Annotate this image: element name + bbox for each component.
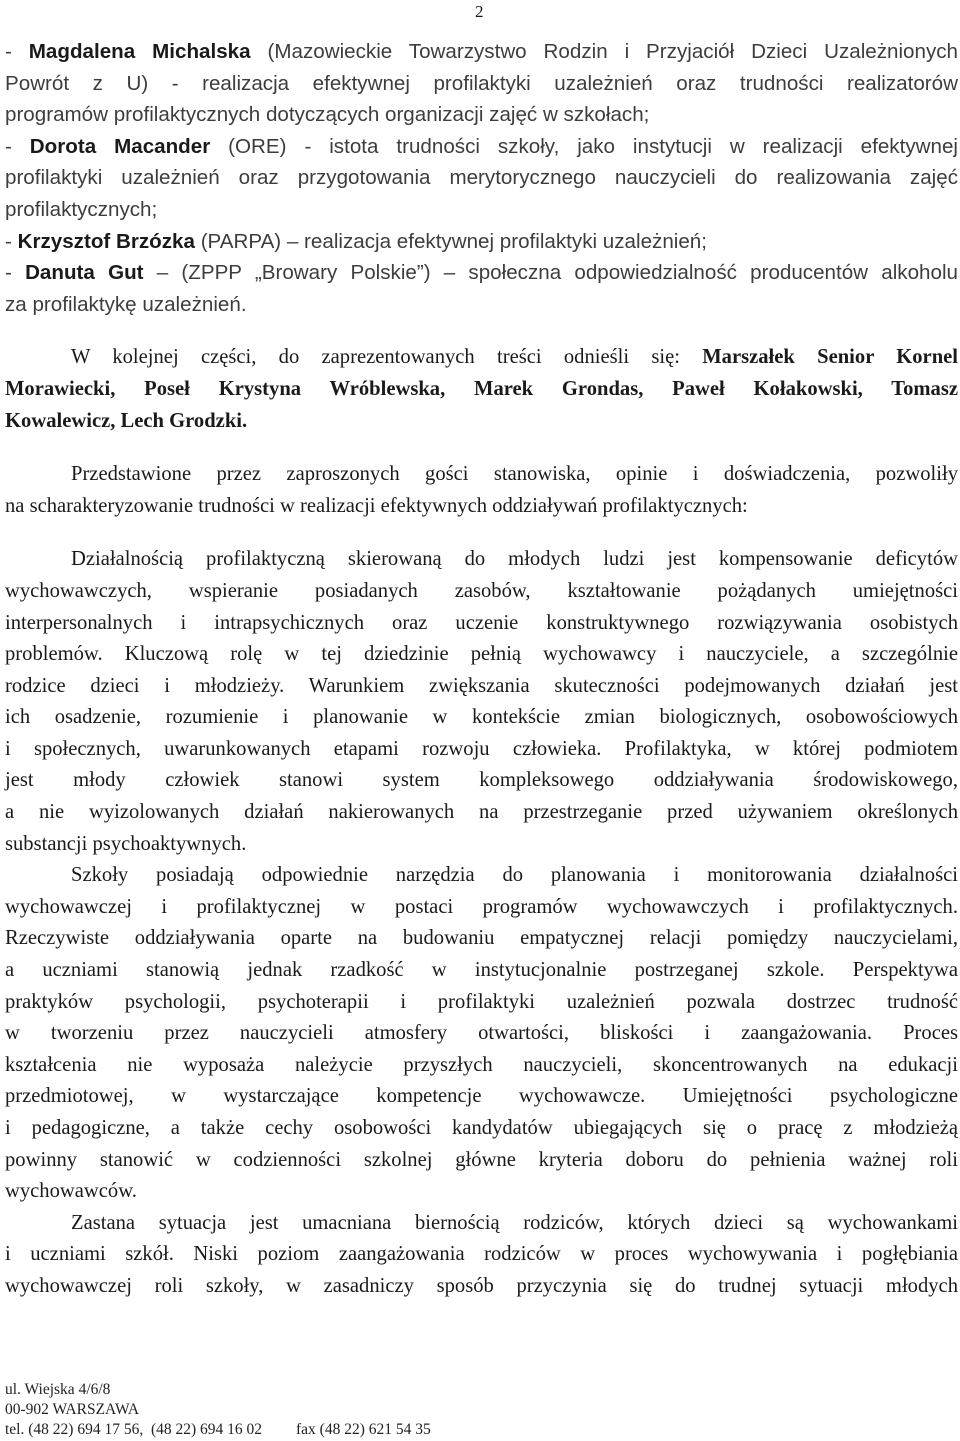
paragraph-line: kształcenia nie wyposaża należycie przyszłych nauczycieli, skoncentrowanych na edukacji xyxy=(5,1053,958,1076)
paragraph-line: wychowawczych, wspieranie posiadanych zasobów, kształtowanie pożądanych umiejętności xyxy=(5,579,958,602)
paragraph-line: praktyków psychologii, psychoterapii i profilaktyki uzależnień pozwala dostrzec trudność xyxy=(5,990,958,1013)
paragraph-line: Działalnością profilaktyczną skierowaną do młodych ludzi jest kompensowanie deficytów xyxy=(71,548,958,571)
paragraph-line: Rzeczywiste oddziaływania oparte na budowaniu empatycznej relacji pomiędzy nauczycielami, xyxy=(5,927,958,950)
speaker-name: Magdalena Michalska xyxy=(28,40,251,63)
participant-names: Morawiecki, Poseł Krystyna Wróblewska, Marek Grondas, Paweł Kołakowski, Tomasz xyxy=(5,377,958,400)
body-paragraph-3 xyxy=(5,1208,958,1303)
paragraph-line: Szkoły posiadają odpowiednie narzędzia do planowania i monitorowania działalności xyxy=(71,864,958,887)
paragraph-line: jest młody człowiek stanowi system kompleksowego oddziaływania środowiskowego, xyxy=(5,769,958,792)
paragraph-line: a nie wyizolowanych działań nakierowanych na przestrzeganie przed używaniem określonych xyxy=(5,801,958,824)
paragraph-line: w tworzeniu przez nauczycieli atmosfery otwartości, bliskości i zaangażowania. Proces xyxy=(5,1022,958,1045)
paragraph-line: substancji psychoaktywnych. xyxy=(5,832,247,855)
paragraph-line: powinny stanowić w codzienności szkolnej główne kryteria doboru do pełnienia ważnej roli xyxy=(5,1148,958,1171)
speaker-line: profilaktyki uzależnień oraz przygotowania merytorycznego nauczycieli do realizowania zajęć xyxy=(5,166,958,190)
footer-contact xyxy=(5,1420,431,1440)
speaker-line: - Magdalena Michalska (Mazowieckie Towarzystwo Rodzin i Przyjaciół Dzieci Uzależnionych xyxy=(5,40,958,63)
body-paragraph-1 xyxy=(5,544,958,860)
paragraph-line: rodzice dzieci i młodzieży. Warunkiem zwiększania skuteczności podejmowanych działań jest xyxy=(5,674,958,697)
speaker-line: - Danuta Gut – (ZPPP „Browary Polskie”) – społeczna odpowiedzialność producentów alkoholu xyxy=(5,261,958,285)
speaker-line: programów profilaktycznych dotyczących organizacji zajęć w szkołach; xyxy=(5,103,650,127)
paragraph-line: wychowawczej roli szkoły, w zasadniczy sposób przyczynia się do trudnej sytuacji młodych xyxy=(5,1274,958,1297)
paragraph-line: wychowawczej i profilaktycznej w postaci programów wychowawczych i profilaktycznych. xyxy=(5,895,958,918)
paragraph-line: ich osadzenie, rozumienie i planowanie w kontekście zmian biologicznych, osobowościowych xyxy=(5,706,958,729)
paragraph-spacer xyxy=(5,320,958,342)
page-number: 2 xyxy=(475,2,484,21)
paragraph-line: interpersonalnych i intrapsychicznych oraz uczenie konstruktywnego rozwiązywania osobistych xyxy=(5,611,958,634)
speaker-list xyxy=(5,36,958,320)
paragraph-line: Przedstawione przez zaproszonych gości stanowiska, opinie i doświadczenia, pozwoliły xyxy=(71,463,958,486)
paragraph-line: W kolejnej części, do zaprezentowanych treści odnieśli się: Marszałek Senior Kornel xyxy=(71,346,959,369)
paragraph-line: a uczniami stanowią jednak rzadkość w instytucjonalnie postrzeganej szkole. Perspektywa xyxy=(5,959,958,982)
speaker-name: Danuta Gut xyxy=(25,261,144,285)
participant-names: Marszałek Senior Kornel xyxy=(702,346,959,369)
footer-address xyxy=(5,1380,431,1440)
participant-names: Kowalewicz, Lech Grodzki. xyxy=(5,409,248,432)
speaker-line: za profilaktykę uzależnień. xyxy=(5,292,247,316)
paragraph-line: przedmiotowej, w wystarczające kompetencje wychowawcze. Umiejętności psychologiczne xyxy=(5,1085,958,1108)
participants-paragraph xyxy=(5,342,958,437)
paragraph-line: na scharakteryzowanie trudności w realizacji efektywnych oddziaływań profilaktycznych: xyxy=(5,494,748,517)
paragraph-line: wychowawców. xyxy=(5,1180,137,1203)
intro-paragraph xyxy=(5,459,958,522)
speaker-line: profilaktycznych; xyxy=(5,197,158,221)
speaker-name: Dorota Macander xyxy=(29,134,211,158)
paragraph-line xyxy=(5,374,958,406)
paragraph-line: i pedagogiczne, a także cechy osobowości kandydatów ubiegających się o pracę z młodzieżą xyxy=(5,1117,958,1139)
paragraph-line: i społecznych, uwarunkowanych etapami rozwoju człowieka. Profilaktyka, w której podmiotem xyxy=(5,737,958,760)
speaker-line: - Krzysztof Brzózka (PARPA) – realizacja efektywnej profilaktyki uzależnień; xyxy=(5,229,707,253)
paragraph-spacer xyxy=(5,522,958,544)
speaker-line: - Dorota Macander (ORE) - istota trudności szkoły, jako instytucji w realizacji efektywnej xyxy=(5,134,958,158)
paragraph-line xyxy=(5,406,958,438)
paragraph-line: problemów. Kluczową rolę w tej dziedzinie pełnią wychowawcy i nauczyciele, a szczególnie xyxy=(5,643,958,666)
paragraph-line: Zastana sytuacja jest umacniana biernością rodziców, których dzieci są wychowankami xyxy=(71,1211,958,1234)
footer-phone: tel. (48 22) 694 17 56, (48 22) 694 16 02 xyxy=(5,1421,263,1438)
body-paragraph-2 xyxy=(5,860,958,1208)
speaker-line: Powrót z U) - realizacja efektywnej profilaktyki uzależnień oraz trudności realizatorów xyxy=(5,71,958,95)
footer-postal: 00-902 WARSZAWA xyxy=(5,1401,140,1418)
paragraph-line: i uczniami szkół. Niski poziom zaangażowania rodziców w proces wychowywania i pogłębiania xyxy=(5,1243,958,1266)
speaker-name: Krzysztof Brzózka xyxy=(17,229,195,253)
footer-fax: fax (48 22) 621 54 35 xyxy=(296,1421,431,1438)
footer-street: ul. Wiejska 4/6/8 xyxy=(5,1381,111,1398)
document-body xyxy=(5,36,958,1303)
paragraph-spacer xyxy=(5,437,958,459)
